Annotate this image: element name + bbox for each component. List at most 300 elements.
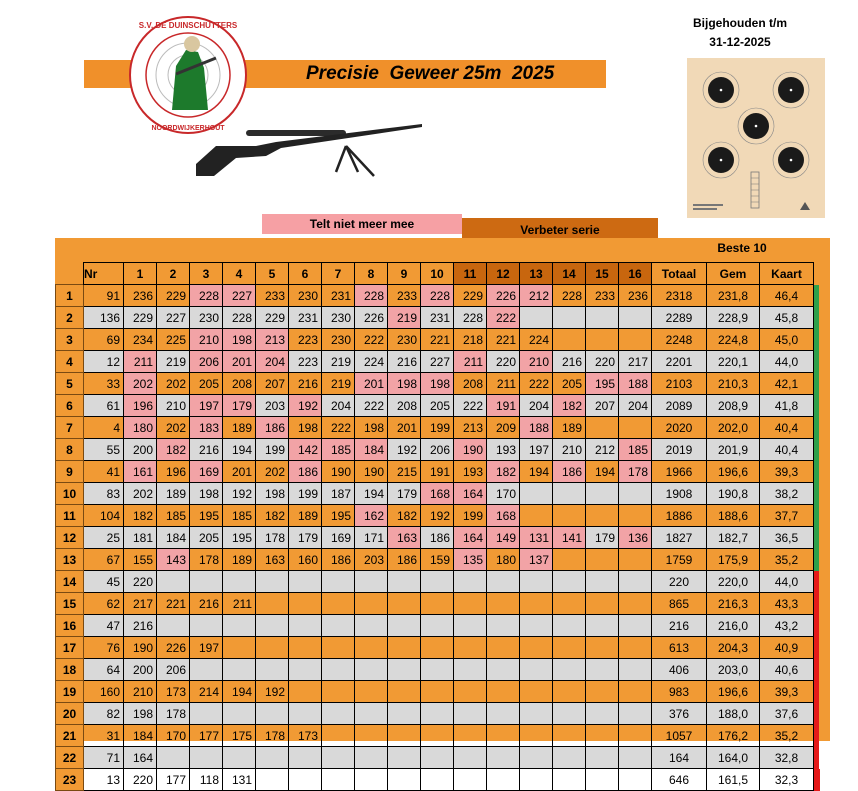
score-cell xyxy=(388,615,421,637)
column-header: 2 xyxy=(157,263,190,285)
score-cell xyxy=(619,417,652,439)
score-cell: 164 xyxy=(454,527,487,549)
score-cell: 186 xyxy=(421,527,454,549)
score-cell: 196 xyxy=(157,461,190,483)
score-cell: 231 xyxy=(322,285,355,307)
score-cell: 226 xyxy=(157,637,190,659)
score-cell xyxy=(619,703,652,725)
score-cell xyxy=(256,593,289,615)
header-row xyxy=(56,263,820,285)
table-row xyxy=(56,373,820,395)
shooter-number-cell: 104 xyxy=(84,505,124,527)
score-cell xyxy=(520,307,553,329)
legend-improved-series: Verbeter serie xyxy=(462,218,658,238)
column-header: 6 xyxy=(289,263,322,285)
score-cell xyxy=(322,615,355,637)
score-cell: 190 xyxy=(454,439,487,461)
score-cell xyxy=(487,637,520,659)
updated-date: 31-12-2025 xyxy=(709,35,771,49)
score-cell xyxy=(289,593,322,615)
card-average-cell: 46,4 xyxy=(760,285,814,307)
score-cell: 222 xyxy=(454,395,487,417)
table-row xyxy=(56,439,820,461)
score-cell: 177 xyxy=(157,769,190,791)
updated-info xyxy=(670,14,810,52)
score-cell: 209 xyxy=(487,417,520,439)
score-cell: 178 xyxy=(190,549,223,571)
score-cell: 142 xyxy=(289,439,322,461)
table-row xyxy=(56,483,820,505)
average-cell: 161,5 xyxy=(707,769,760,791)
score-cell xyxy=(388,681,421,703)
best-10-label: Beste 10 xyxy=(717,241,767,255)
score-cell: 220 xyxy=(487,351,520,373)
score-cell: 179 xyxy=(289,527,322,549)
column-header: 14 xyxy=(553,263,586,285)
score-cell xyxy=(619,681,652,703)
table-row xyxy=(56,615,820,637)
score-cell: 175 xyxy=(223,725,256,747)
score-cell: 194 xyxy=(520,461,553,483)
score-cell xyxy=(619,725,652,747)
score-cell: 118 xyxy=(190,769,223,791)
total-cell: 865 xyxy=(652,593,707,615)
score-cell: 198 xyxy=(256,483,289,505)
total-cell: 983 xyxy=(652,681,707,703)
status-indicator xyxy=(814,417,820,439)
score-cell xyxy=(586,505,619,527)
score-cell xyxy=(586,703,619,725)
score-cell: 162 xyxy=(355,505,388,527)
score-cell: 135 xyxy=(454,549,487,571)
score-cell: 216 xyxy=(553,351,586,373)
average-cell: 203,0 xyxy=(707,659,760,681)
score-cell: 185 xyxy=(322,439,355,461)
average-cell: 216,0 xyxy=(707,615,760,637)
score-cell: 192 xyxy=(256,681,289,703)
score-cell xyxy=(355,725,388,747)
score-cell: 230 xyxy=(322,307,355,329)
score-cell: 221 xyxy=(421,329,454,351)
score-cell: 186 xyxy=(289,461,322,483)
score-cell xyxy=(322,703,355,725)
table-row xyxy=(56,307,820,329)
score-cell: 190 xyxy=(124,637,157,659)
shooter-number-cell: 13 xyxy=(84,769,124,791)
card-average-cell: 45,8 xyxy=(760,307,814,329)
total-cell: 1759 xyxy=(652,549,707,571)
score-cell: 211 xyxy=(487,373,520,395)
table-row xyxy=(56,417,820,439)
shooter-number-cell: 12 xyxy=(84,351,124,373)
score-cell: 179 xyxy=(223,395,256,417)
score-cell: 137 xyxy=(520,549,553,571)
score-cell xyxy=(322,681,355,703)
score-cell: 215 xyxy=(388,461,421,483)
rank-cell: 12 xyxy=(56,527,84,549)
status-indicator xyxy=(814,615,820,637)
score-cell: 228 xyxy=(553,285,586,307)
score-cell xyxy=(454,637,487,659)
score-cell xyxy=(586,659,619,681)
score-cell xyxy=(355,747,388,769)
average-cell: 228,9 xyxy=(707,307,760,329)
total-cell: 376 xyxy=(652,703,707,725)
score-cell: 200 xyxy=(124,439,157,461)
score-cell: 199 xyxy=(421,417,454,439)
status-indicator xyxy=(814,637,820,659)
score-cell: 230 xyxy=(322,329,355,351)
score-cell: 228 xyxy=(454,307,487,329)
score-cell xyxy=(586,725,619,747)
score-cell xyxy=(421,725,454,747)
shooter-number-cell: 64 xyxy=(84,659,124,681)
score-cell: 168 xyxy=(487,505,520,527)
score-cell xyxy=(421,681,454,703)
average-cell: 204,3 xyxy=(707,637,760,659)
score-cell: 178 xyxy=(157,703,190,725)
score-cell xyxy=(190,659,223,681)
score-cell: 231 xyxy=(421,307,454,329)
score-cell xyxy=(520,483,553,505)
rank-cell: 14 xyxy=(56,571,84,593)
average-cell: 201,9 xyxy=(707,439,760,461)
score-cell xyxy=(157,615,190,637)
status-indicator xyxy=(814,593,820,615)
score-cell: 197 xyxy=(520,439,553,461)
score-cell xyxy=(553,483,586,505)
score-cell: 228 xyxy=(190,285,223,307)
score-cell xyxy=(190,747,223,769)
shooter-number-cell: 136 xyxy=(84,307,124,329)
score-cell: 206 xyxy=(421,439,454,461)
column-header: 8 xyxy=(355,263,388,285)
score-cell xyxy=(256,615,289,637)
score-cell: 219 xyxy=(322,373,355,395)
score-cell: 187 xyxy=(322,483,355,505)
rank-cell: 1 xyxy=(56,285,84,307)
average-cell: 175,9 xyxy=(707,549,760,571)
score-cell xyxy=(553,329,586,351)
score-cell: 205 xyxy=(421,395,454,417)
score-cell: 185 xyxy=(223,505,256,527)
score-cell xyxy=(190,571,223,593)
score-cell: 219 xyxy=(157,351,190,373)
score-cell: 233 xyxy=(256,285,289,307)
column-header: 1 xyxy=(124,263,157,285)
card-average-cell: 40,4 xyxy=(760,439,814,461)
score-cell: 212 xyxy=(586,439,619,461)
score-cell: 196 xyxy=(124,395,157,417)
score-cell: 202 xyxy=(256,461,289,483)
score-cell: 221 xyxy=(487,329,520,351)
score-cell: 233 xyxy=(388,285,421,307)
table-row xyxy=(56,461,820,483)
score-cell xyxy=(553,571,586,593)
shooter-number-cell: 47 xyxy=(84,615,124,637)
score-cell xyxy=(322,571,355,593)
card-average-cell: 37,7 xyxy=(760,505,814,527)
score-cell: 186 xyxy=(322,549,355,571)
average-cell: 176,2 xyxy=(707,725,760,747)
score-cell: 193 xyxy=(487,439,520,461)
score-cell: 217 xyxy=(124,593,157,615)
score-cell xyxy=(520,571,553,593)
score-cell: 231 xyxy=(289,307,322,329)
shooter-number-cell: 31 xyxy=(84,725,124,747)
card-average-cell: 42,1 xyxy=(760,373,814,395)
score-cell xyxy=(388,703,421,725)
score-cell: 159 xyxy=(421,549,454,571)
score-cell: 219 xyxy=(322,351,355,373)
card-average-cell: 39,3 xyxy=(760,681,814,703)
score-cell: 178 xyxy=(256,527,289,549)
score-cell xyxy=(322,637,355,659)
table-row xyxy=(56,637,820,659)
score-cell: 194 xyxy=(223,681,256,703)
card-average-cell: 40,6 xyxy=(760,659,814,681)
score-cell xyxy=(553,681,586,703)
score-cell xyxy=(586,681,619,703)
score-cell: 200 xyxy=(124,659,157,681)
score-cell xyxy=(553,549,586,571)
score-cell: 184 xyxy=(157,527,190,549)
average-cell: 220,0 xyxy=(707,571,760,593)
rank-cell: 2 xyxy=(56,307,84,329)
score-cell xyxy=(553,703,586,725)
score-cell: 220 xyxy=(586,351,619,373)
status-indicator xyxy=(814,483,820,505)
rifle-image xyxy=(186,116,426,192)
score-cell xyxy=(355,593,388,615)
average-cell: 220,1 xyxy=(707,351,760,373)
score-cell xyxy=(454,681,487,703)
score-cell xyxy=(256,747,289,769)
score-cell xyxy=(355,703,388,725)
status-indicator xyxy=(814,505,820,527)
table-row xyxy=(56,395,820,417)
shooter-number-cell: 69 xyxy=(84,329,124,351)
shooter-number-cell: 61 xyxy=(84,395,124,417)
total-cell: 1886 xyxy=(652,505,707,527)
score-cell: 195 xyxy=(190,505,223,527)
total-cell: 2201 xyxy=(652,351,707,373)
score-cell: 210 xyxy=(190,329,223,351)
score-cell: 131 xyxy=(223,769,256,791)
score-cell: 236 xyxy=(619,285,652,307)
score-cell: 195 xyxy=(586,373,619,395)
score-cell: 173 xyxy=(289,725,322,747)
total-cell: 1827 xyxy=(652,527,707,549)
score-cell: 161 xyxy=(124,461,157,483)
score-cell: 214 xyxy=(190,681,223,703)
total-cell: 2089 xyxy=(652,395,707,417)
score-cell xyxy=(256,637,289,659)
score-cell: 149 xyxy=(487,527,520,549)
status-indicator xyxy=(814,703,820,725)
score-cell: 199 xyxy=(256,439,289,461)
score-cell xyxy=(388,593,421,615)
score-cell xyxy=(553,725,586,747)
score-cell xyxy=(223,615,256,637)
legend-not-counted: Telt niet meer mee xyxy=(262,214,462,234)
score-cell: 208 xyxy=(388,395,421,417)
score-cell: 189 xyxy=(223,417,256,439)
score-cell xyxy=(553,637,586,659)
score-cell xyxy=(454,703,487,725)
score-cell xyxy=(289,681,322,703)
score-cell xyxy=(421,659,454,681)
score-cell: 229 xyxy=(256,307,289,329)
score-cell: 177 xyxy=(190,725,223,747)
total-cell: 216 xyxy=(652,615,707,637)
rank-cell: 5 xyxy=(56,373,84,395)
score-cell: 181 xyxy=(124,527,157,549)
score-cell xyxy=(619,637,652,659)
status-indicator xyxy=(814,527,820,549)
table-row xyxy=(56,329,820,351)
score-cell xyxy=(355,637,388,659)
table-body xyxy=(56,285,820,791)
score-cell: 204 xyxy=(619,395,652,417)
score-cell xyxy=(388,725,421,747)
score-cell: 203 xyxy=(256,395,289,417)
score-cell: 192 xyxy=(421,505,454,527)
target-card-image xyxy=(687,58,825,218)
card-average-cell: 32,8 xyxy=(760,747,814,769)
score-cell: 183 xyxy=(190,417,223,439)
score-cell xyxy=(553,505,586,527)
svg-text:NOORDWIJKERHOUT: NOORDWIJKERHOUT xyxy=(151,125,225,132)
score-cell xyxy=(388,571,421,593)
status-indicator xyxy=(814,659,820,681)
score-cell: 195 xyxy=(223,527,256,549)
shooter-number-cell: 67 xyxy=(84,549,124,571)
table-row xyxy=(56,351,820,373)
shooter-number-cell: 33 xyxy=(84,373,124,395)
score-cell xyxy=(586,571,619,593)
score-cell: 185 xyxy=(157,505,190,527)
score-cell xyxy=(289,571,322,593)
card-average-cell: 40,4 xyxy=(760,417,814,439)
score-cell: 192 xyxy=(388,439,421,461)
average-cell: 188,6 xyxy=(707,505,760,527)
average-cell: 224,8 xyxy=(707,329,760,351)
card-average-cell: 44,0 xyxy=(760,351,814,373)
column-header: 5 xyxy=(256,263,289,285)
score-cell xyxy=(619,571,652,593)
shooter-number-cell: 71 xyxy=(84,747,124,769)
column-header: 9 xyxy=(388,263,421,285)
score-cell: 185 xyxy=(619,439,652,461)
score-cell xyxy=(388,659,421,681)
score-cell: 212 xyxy=(520,285,553,307)
score-cell: 182 xyxy=(388,505,421,527)
score-cell xyxy=(421,615,454,637)
column-header: Nr xyxy=(84,263,124,285)
score-cell xyxy=(322,725,355,747)
total-cell: 2020 xyxy=(652,417,707,439)
score-cell: 141 xyxy=(553,527,586,549)
rank-cell: 15 xyxy=(56,593,84,615)
table-row xyxy=(56,747,820,769)
score-cell xyxy=(322,593,355,615)
score-cell: 197 xyxy=(190,637,223,659)
status-header xyxy=(814,263,820,285)
score-cell xyxy=(289,637,322,659)
score-cell: 163 xyxy=(256,549,289,571)
rank-cell: 8 xyxy=(56,439,84,461)
score-cell: 186 xyxy=(553,461,586,483)
score-cell: 160 xyxy=(289,549,322,571)
score-cell xyxy=(619,329,652,351)
score-cell: 234 xyxy=(124,329,157,351)
score-cell: 182 xyxy=(553,395,586,417)
score-cell: 220 xyxy=(124,769,157,791)
card-average-cell: 43,3 xyxy=(760,593,814,615)
score-cell: 189 xyxy=(223,549,256,571)
score-cell: 229 xyxy=(124,307,157,329)
score-cell xyxy=(487,703,520,725)
score-cell: 226 xyxy=(355,307,388,329)
score-cell: 169 xyxy=(322,527,355,549)
score-cell: 184 xyxy=(124,725,157,747)
rank-cell: 11 xyxy=(56,505,84,527)
score-cell: 180 xyxy=(487,549,520,571)
score-cell: 169 xyxy=(190,461,223,483)
total-cell: 2318 xyxy=(652,285,707,307)
rank-cell: 4 xyxy=(56,351,84,373)
score-cell: 223 xyxy=(289,351,322,373)
score-cell: 205 xyxy=(190,527,223,549)
total-cell: 2019 xyxy=(652,439,707,461)
card-average-cell: 44,0 xyxy=(760,571,814,593)
score-cell: 194 xyxy=(355,483,388,505)
score-cell: 201 xyxy=(223,351,256,373)
results-table xyxy=(55,262,820,791)
score-cell xyxy=(421,637,454,659)
score-cell: 222 xyxy=(487,307,520,329)
score-cell: 186 xyxy=(388,549,421,571)
score-cell xyxy=(223,703,256,725)
score-cell xyxy=(586,637,619,659)
score-cell: 192 xyxy=(223,483,256,505)
score-cell: 180 xyxy=(124,417,157,439)
table-row xyxy=(56,593,820,615)
rank-cell: 9 xyxy=(56,461,84,483)
score-cell: 190 xyxy=(322,461,355,483)
total-cell: 2103 xyxy=(652,373,707,395)
score-cell: 224 xyxy=(355,351,388,373)
score-cell: 198 xyxy=(421,373,454,395)
score-cell: 188 xyxy=(520,417,553,439)
score-cell xyxy=(388,747,421,769)
score-cell xyxy=(289,659,322,681)
score-cell: 236 xyxy=(124,285,157,307)
score-cell xyxy=(322,659,355,681)
rank-cell: 16 xyxy=(56,615,84,637)
score-cell: 227 xyxy=(157,307,190,329)
status-indicator xyxy=(814,747,820,769)
score-cell: 213 xyxy=(256,329,289,351)
table-row xyxy=(56,285,820,307)
status-indicator xyxy=(814,329,820,351)
card-average-cell: 35,2 xyxy=(760,549,814,571)
score-cell: 201 xyxy=(355,373,388,395)
column-header: Gem xyxy=(707,263,760,285)
score-cell: 198 xyxy=(190,483,223,505)
status-indicator xyxy=(814,373,820,395)
